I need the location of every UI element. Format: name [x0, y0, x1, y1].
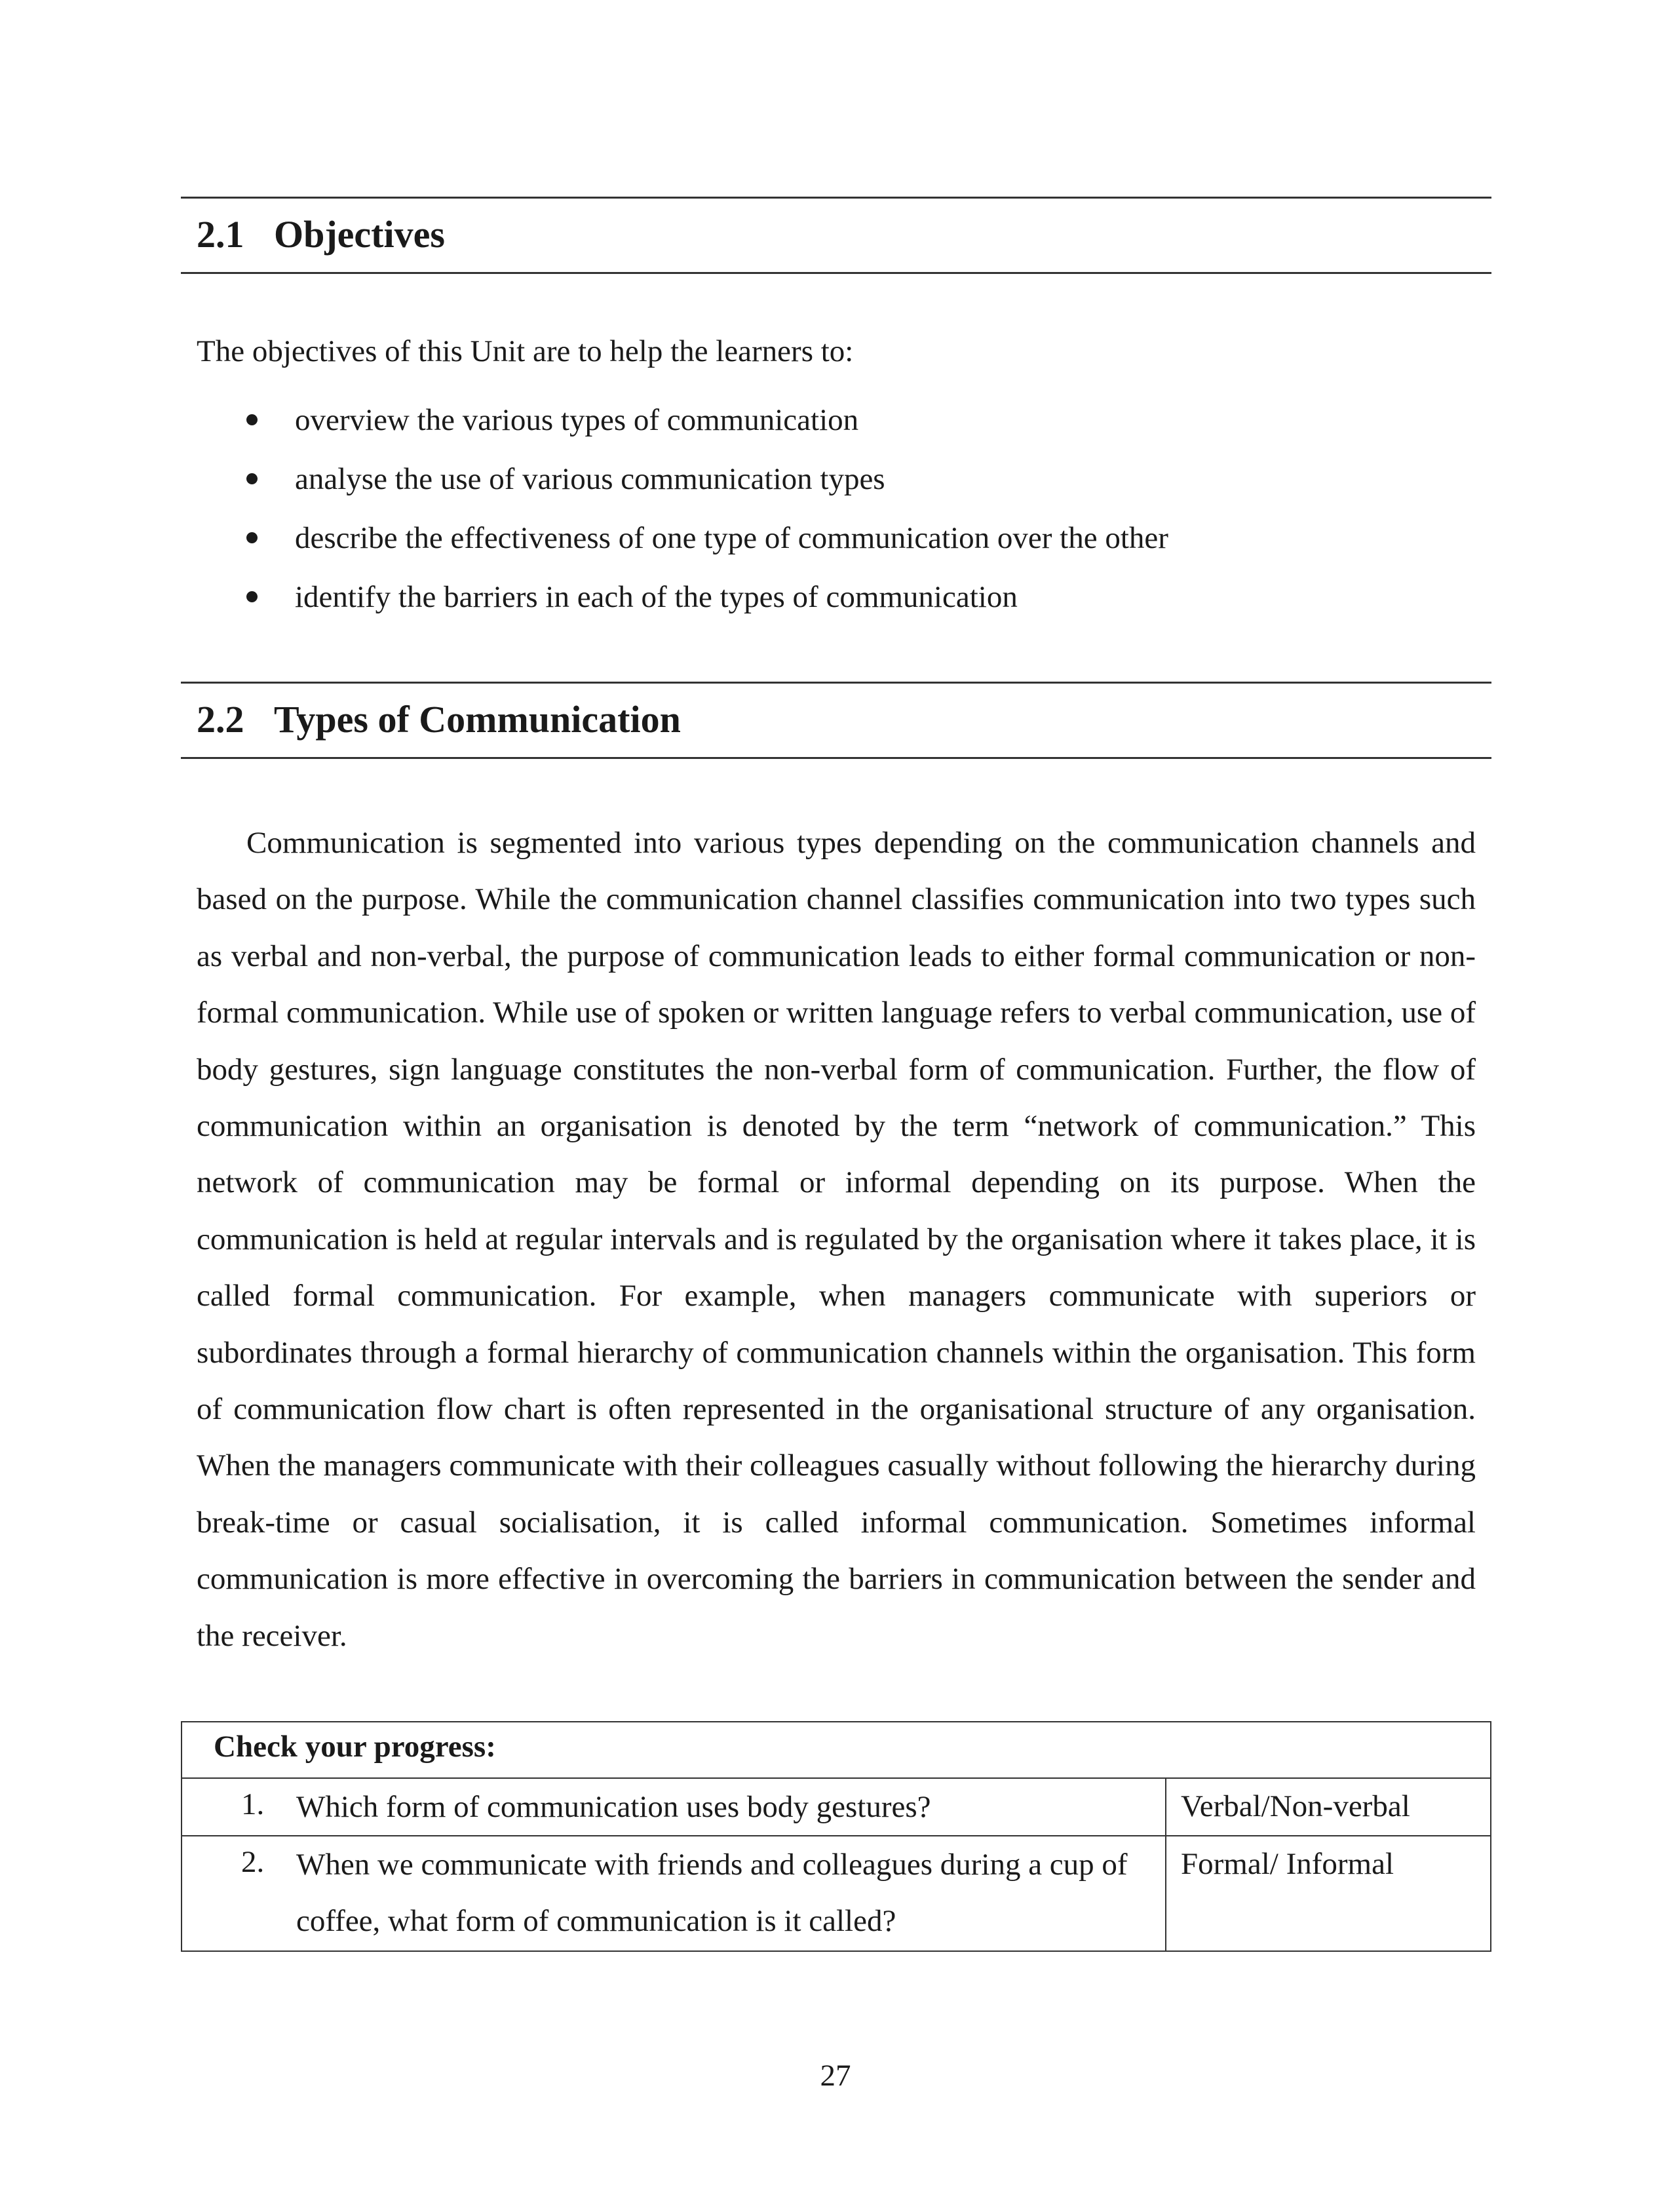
question-text: When we communicate with friends and colleagues during a cup of coffee, what form of communication is it called? [296, 1848, 1128, 1938]
question-cell [182, 1778, 1166, 1836]
bullet-icon [246, 414, 258, 425]
table-row [182, 1778, 1491, 1836]
section-number: 2.2 [197, 698, 244, 741]
list-item [197, 509, 1168, 568]
section-title: Objectives [274, 213, 445, 256]
types-paragraph: Communication is segmented into various types depending on the communication channels and based on the purpose. While the communication channel classifies communication into two types such as verbal and non-verbal, the purpose of communication leads to either formal communication or non-formal communication. While use of spoken or written language refers to verbal communication, use of body gestures, sign language constitutes the non-verbal form of communication. Further, the flow of communication within an organisation is denoted by the term “network of communication.” This network of communication may be formal or informal depending on its purpose. When the communication is held at regular intervals and is regulated by the organisation where it takes place, it is called formal communication. For example, when managers communicate with superiors or subordinates through a formal hierarchy of communication channels within the organisation. This form of communication flow chart is often represented in the organisational structure of any organisation. When the managers communicate with their colleagues casually without following the hierarchy during break-time or casual socialisation, it is called informal communication. Sometimes informal communication is more effective in overcoming the barriers in communication between the sender and the receiver. [197, 826, 1476, 1653]
progress-heading: Check your progress: [182, 1722, 1491, 1778]
list-item-text: analyse the use of various communication types [295, 462, 885, 496]
answer-options: Formal/ Informal [1166, 1836, 1491, 1951]
bullet-icon [246, 532, 258, 543]
section-heading-types [181, 682, 1491, 759]
list-item [197, 568, 1168, 627]
bullet-icon [246, 591, 258, 602]
bullet-icon [246, 473, 258, 484]
table-row [182, 1836, 1491, 1951]
list-item-text: identify the barriers in each of the types of communication [295, 580, 1018, 614]
page-number: 27 [820, 2059, 851, 2093]
question-number: 1. [241, 1787, 265, 1821]
section-heading-objectives [181, 197, 1491, 274]
progress-table [181, 1721, 1491, 1952]
list-item [197, 450, 1168, 509]
section-number: 2.1 [197, 213, 244, 256]
question-number: 2. [241, 1845, 265, 1879]
list-item-text: overview the various types of communication [295, 403, 859, 437]
answer-options: Verbal/Non-verbal [1166, 1778, 1491, 1836]
objectives-intro: The objectives of this Unit are to help the learners to: [197, 334, 854, 368]
section-title: Types of Communication [274, 698, 681, 741]
objectives-list [197, 391, 1168, 627]
list-item [197, 391, 1168, 450]
question-text: Which form of communication uses body gestures? [296, 1790, 931, 1824]
list-item-text: describe the effectiveness of one type of communication over the other [295, 521, 1168, 555]
question-cell [182, 1836, 1166, 1951]
